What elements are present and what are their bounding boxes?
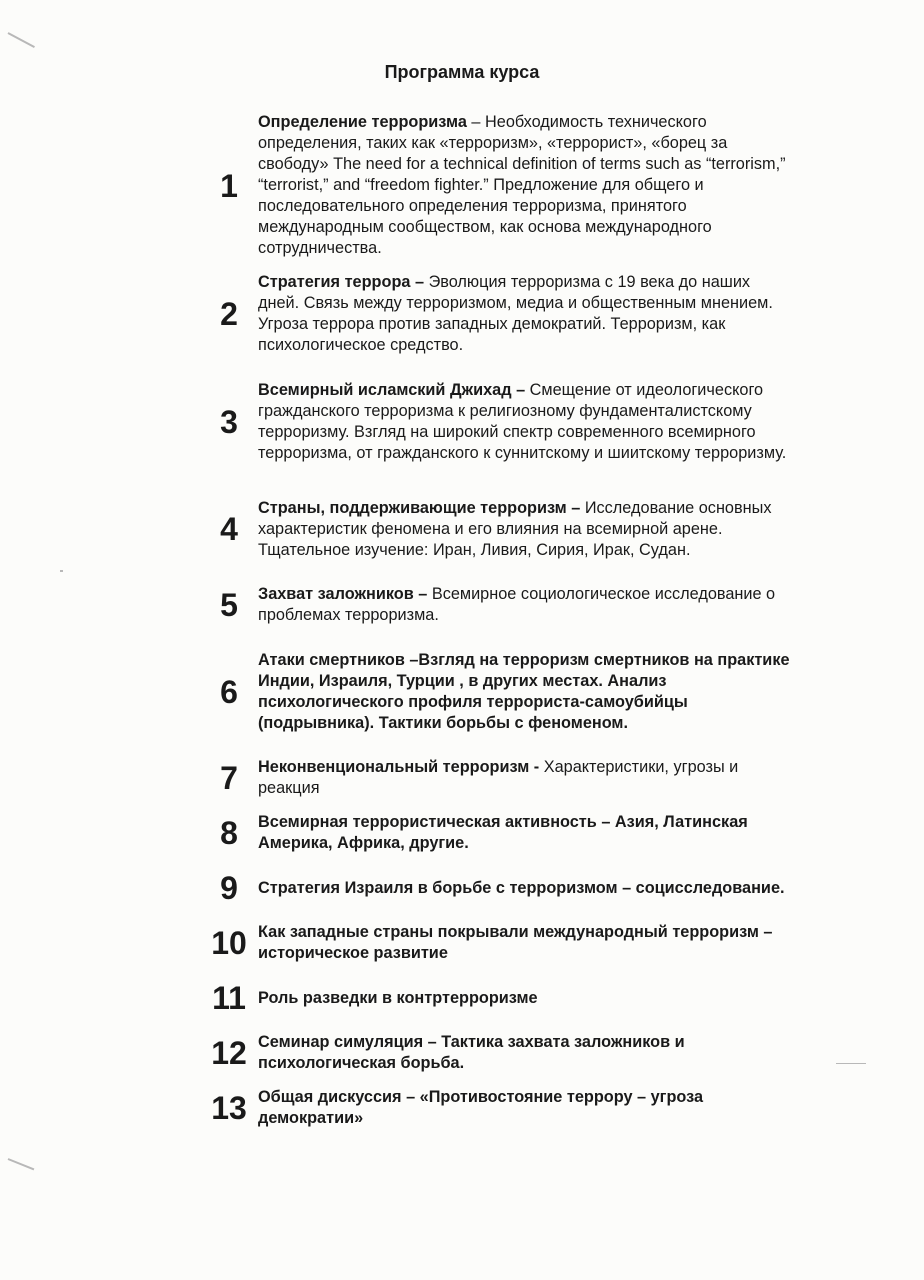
item-text — [258, 988, 790, 1009]
item-text — [258, 922, 790, 964]
item-text — [258, 812, 790, 854]
item-text — [258, 498, 790, 561]
item-number: 3 — [220, 403, 238, 440]
item-text — [258, 757, 790, 799]
course-item — [200, 1032, 790, 1074]
item-heading: Семинар симуляция – Тактика захвата заложников и психологическая борьба. — [258, 1033, 685, 1072]
item-number: 6 — [220, 673, 238, 710]
page-title: Программа курса — [384, 62, 540, 82]
item-heading: Атаки смертников –Взгляд на терроризм смертников на практике Индии, Израиля, Турции , в других местах. Анализ психологического профиля террориста-самоубийцы (подрывника). Тактики борьбы с феноменом. — [258, 650, 790, 732]
item-description: Смещение от идеологического гражданского терроризма к религиозному фундаменталистскому терроризму. Взгляд на широкий спектр современного всемирного терроризма, от гражданского к суннитскому и шиитскому терроризму. — [258, 380, 787, 462]
item-heading: Определение терроризма — [258, 113, 467, 131]
course-item — [200, 1087, 790, 1129]
scan-mark — [836, 1063, 866, 1064]
course-item — [200, 867, 790, 909]
scan-mark — [60, 570, 63, 572]
item-number: 2 — [220, 296, 238, 332]
course-item — [200, 487, 790, 571]
item-description: Необходимость технического определения, таких как «терроризм», «террорист», «борец за свободу» The need for a technical definition of terms such as “terrorism,” “terrorist,” and “freedom fighter.” Предложение для общего и последовательного определения терроризма, принятого международным сообществом, как основа международного сотрудничества. — [258, 113, 786, 257]
item-separator: – — [466, 113, 485, 131]
item-heading: Стратегия террора – — [258, 273, 425, 291]
item-number: 1 — [220, 167, 238, 204]
item-number: 9 — [220, 870, 238, 906]
item-text — [258, 1032, 790, 1074]
course-item — [200, 584, 790, 626]
item-heading: Роль разведки в контртерроризме — [258, 988, 538, 1007]
item-number: 4 — [220, 511, 238, 547]
item-text — [258, 650, 790, 734]
item-number: 11 — [212, 980, 246, 1016]
course-item — [200, 112, 790, 259]
item-number: 12 — [211, 1035, 247, 1071]
item-description: Характеристики, угрозы и реакция — [258, 758, 739, 797]
course-item — [200, 272, 790, 356]
course-item — [200, 369, 790, 474]
item-heading: Страны, поддерживающие терроризм – — [258, 498, 581, 517]
course-item — [200, 639, 790, 744]
item-heading: Захват заложников – — [258, 585, 428, 603]
item-number: 13 — [211, 1090, 247, 1126]
item-heading: Общая дискуссия – «Противостояние террору – угроза демократии» — [258, 1088, 704, 1127]
item-description: Эволюция терроризма с 19 века до наших дней. Связь между терроризмом, медиа и общественным мнением. Угроза террора против западных демократий. Терроризм, как психологическое средство. — [258, 273, 773, 354]
item-number: 10 — [211, 925, 247, 961]
course-item — [200, 922, 790, 964]
item-text — [258, 878, 790, 899]
item-heading: Всемирный исламский Джихад – — [258, 380, 526, 399]
item-text — [258, 272, 790, 356]
course-item-list — [200, 112, 790, 1142]
item-number: 7 — [220, 760, 238, 796]
scan-mark — [8, 32, 35, 48]
item-heading: Всемирная террористическая активность – Азия, Латинская Америка, Африка, другие. — [258, 813, 748, 852]
item-text — [258, 1087, 790, 1129]
item-heading: Стратегия Израиля в борьбе с терроризмом – социсследование. — [258, 878, 785, 897]
item-heading: Неконвенциональный терроризм - — [258, 758, 540, 776]
scan-mark — [8, 1158, 35, 1170]
item-text — [258, 112, 790, 259]
course-item — [200, 757, 790, 799]
item-text — [258, 584, 790, 626]
item-number: 8 — [220, 815, 238, 851]
item-description: Исследование основных характеристик феномена и его влияния на всемирной арене. Тщательное изучение: Иран, Ливия, Сирия, Ирак, Судан. — [258, 498, 772, 559]
item-number: 5 — [220, 587, 238, 623]
course-item — [200, 977, 790, 1019]
item-text — [258, 380, 790, 464]
item-heading: Как западные страны покрывали международный терроризм – историческое развитие — [258, 923, 773, 962]
item-description: Всемирное социологическое исследование о проблемах терроризма. — [258, 585, 776, 624]
course-item — [200, 812, 790, 854]
